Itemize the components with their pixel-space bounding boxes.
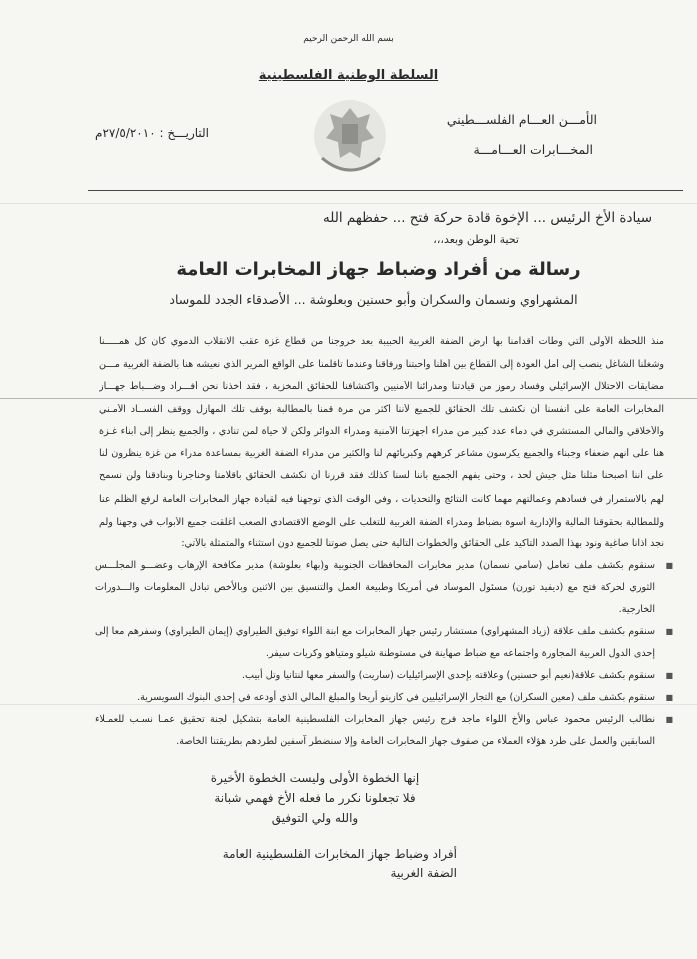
closing-line: والله ولي التوفيق	[271, 811, 359, 825]
basmala: بسم الله الرحمن الرحيم	[303, 34, 394, 44]
body-line: لهم بالاستمرار في فسادهم وعمالتهم مهما كانت النتائج والتحديات ، وفي الوقت الذي توجهنا فيه لقيادة جهاز المخابرات العامة لرفع الظلم عنا	[99, 494, 664, 505]
demands-list	[95, 555, 673, 753]
body-line: المخابرات العامة على أنفسنا أن نكشف تلك الحقائق للجميع لأننا أكثر من مرة قمنا بالمطالبة بوقف تلك المهازل ووقف الفســاد الأمـني	[99, 404, 664, 415]
body-line: هنا على أنهم ضعفاء وجبناء والجميع يكرسون مشاعر كرههم وكبريائهم لنا والكثير من مدراء الضفة الغربية بمساعدة مدراء من غزة ينظرون لنا	[99, 448, 664, 459]
bullet-icon: ■	[665, 715, 673, 724]
body-line: على أننا أصبحنا مثلنا مثل جيش لحد ، وحتى يفهم الجميع بأننا لسنا كذلك فقد قررنا أن نكشف الحقائق بأقلامنا وخناجرنا وبنادقنا ولن نسمح	[99, 470, 664, 481]
body-line: منذ اللحظة الأولى التي وطأت أقدامنا بها أرض الضفة الغربية الحبيبة بعد خروجنا من قطاع غزة عقب الانقلاب الدموي كان كل همـــــنا	[99, 336, 664, 347]
body-line: وللمطالبة بحقوقنا المالية والإدارية أسوة بضباط ومدراء الضفة الغربية للتغلب على الوضع الاقتصادي الصعب أغلقت جميع الأبواب في وجهنا ولم	[99, 517, 664, 528]
addressee-line: سيادة الأخ الرئيس ... الإخوة قادة حركة فتح ... حفظهم الله	[323, 210, 652, 226]
signature-line: الضفة الغربية	[390, 866, 457, 880]
signature-block	[223, 845, 457, 883]
list-item: ■ سنقوم بكشف ملف (معين السكران) مع التجار الإسرائيليين في كازينو أريحا والمبلغ المالي الذي أودعه في إحدى البنوك السويسرية.	[95, 687, 655, 709]
list-item: ■ سنقوم بكشف ملف تعامل (سامي نسمان) مدير مخابرات المحافظات الجنوبية و(بهاء بعلوشة) مدير مكافحة الإرهاب وعضـــو المجلـــس الثوري لحركة فتح مع (ديفيد تورن) مسئول الموساد في أمريكا وطبيعة العمل والتنسيق بين الاثنين وبالأخص تبادل المعلومات والـــدورات الخارجية.	[95, 555, 655, 621]
list-item: ■ سنقوم بكشف علاقة(نعيم أبو حسنين) وعلاقته بإحدى الإسرائيليات (ساريت) والسفر معها لنتانيا وتل أبيب.	[95, 665, 655, 687]
bullet-icon: ■	[665, 671, 673, 680]
closing-line: فلا تجعلونا نكرر ما فعله الأخ فهمي شبانة	[214, 791, 416, 805]
body-line: نجد آذانا صاغية ونود بهذا الصدد التأكيد على الحقائق والخطوات التالية حتى يصل صوتنا للجميع دون استثناء والمتمثلة بالآتي:	[181, 538, 664, 549]
closing-block	[170, 768, 460, 828]
seal-emblem-icon	[308, 98, 392, 178]
body-line: والأخلاقي والمالي المستشري في دماء عدد كبير من مدراء أجهزتنا الأمنية ومدراء الدوائر ولكن لا حياة لمن تنادي ، والجميع ينظر إلى أبناء غـزة	[99, 426, 664, 437]
paper-fold	[0, 203, 697, 204]
body-line: وشغلنا الشاغل ينصب إلى أمل العودة إلى القطاع بين أهلنا وأحبتنا ورفاقنا وعندما تأقلمنا على الواقع المرير الذي نعيشه هنا بالضفة الغربية مـــن	[99, 359, 664, 370]
closing-line: إنها الخطوة الأولى وليست الخطوة الأخيرة	[210, 771, 420, 785]
list-item: ■ سنقوم بكشف ملف علاقة (زياد المشهراوي) مستشار رئيس جهاز المخابرات مع ابنة اللواء توفيق الطيراوي (إيمان الطيراوي) وسفرهم معا إلى إحدى الدول العربية المجاورة واجتماعه مع ضباط صهاينة في مستوطنة شيلو ومتياهو وكريات سيفر.	[95, 621, 655, 665]
body-line: مضايقات الاحتلال الإسرائيلي وفساد رموز من قيادتنا ومدرائنا الأمنيين واكتشافنا للحقائق المخزية ، فقد أخذنا نحن أفـــراد وضـــباط جهـــاز	[99, 381, 664, 392]
bullet-icon: ■	[665, 627, 673, 636]
header-divider	[88, 190, 683, 191]
bullet-icon: ■	[665, 693, 673, 702]
list-item: ■ نطالب الرئيس محمود عباس والأخ اللواء ماجد فرج رئيس جهاز المخابرات الفلسطينية العامة بتشكيل لجنة تحقيق عمـا نسـب للعمـلاء السابقين والعمل على طرد هؤلاء العملاء من صفوف جهاز المخابرات العامة وإلا سنضطر آسفين لطردهم بطريقتنا الخاصة.	[95, 709, 655, 753]
department-line-1: الأمـــن العـــام الفلســـطيني	[446, 112, 597, 127]
paper-fold	[0, 398, 697, 399]
greeting-line: تحية الوطن وبعد،،،	[433, 233, 519, 246]
department-line-2: المخـــابرات العـــامـــة	[473, 142, 593, 157]
authority-heading: السلطة الوطنية الفلسطينية	[258, 68, 439, 83]
letter-title: رسالة من أفراد وضباط جهاز المخابرات العامة	[176, 259, 581, 280]
document-date: التاريـــخ : ٢٧/٥/٢٠١٠م	[95, 126, 210, 140]
signature-line: أفراد وضباط جهاز المخابرات الفلسطينية العامة	[222, 847, 457, 861]
letter-subtitle: المشهراوي ونسمان والسكران وأبو حسنين وبعلوشة ... الأصدقاء الجدد للموساد	[169, 292, 578, 307]
bullet-icon: ■	[665, 561, 673, 570]
